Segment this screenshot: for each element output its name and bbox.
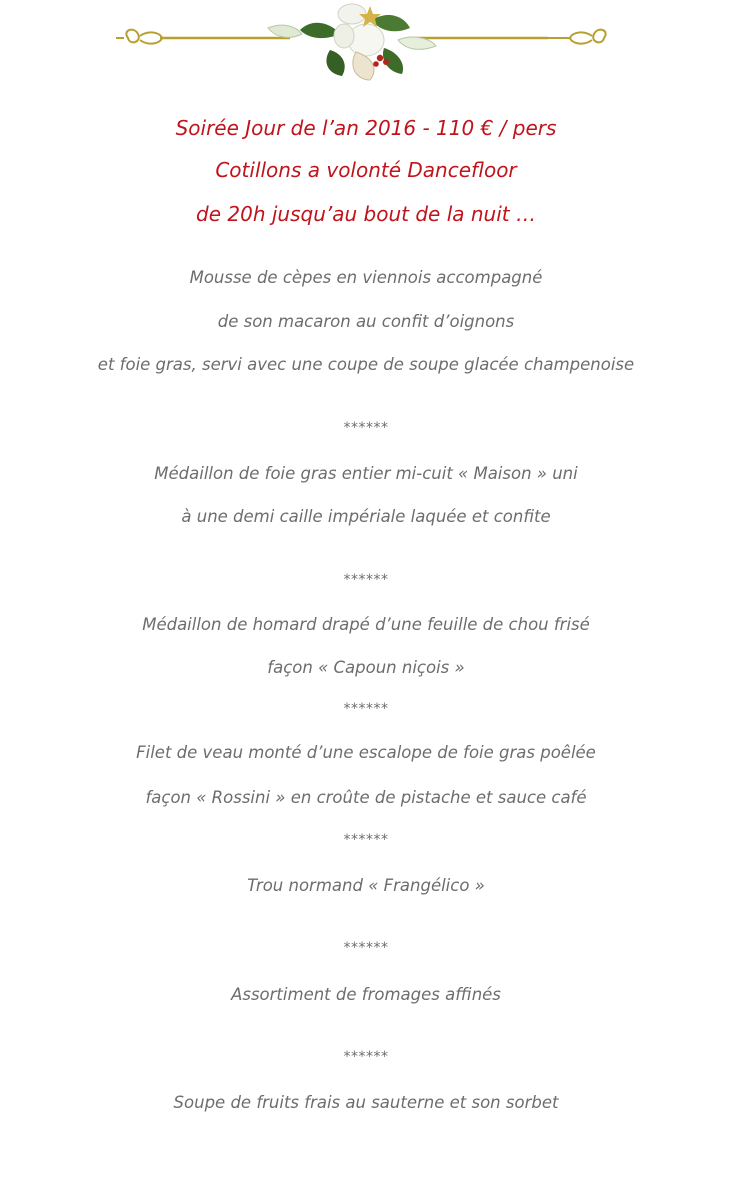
course-lobster-line-1: Médaillon de homard drapé d’une feuille de chou frisé [142,615,590,634]
separator: ****** [343,832,389,848]
course-cheese: Assortiment de fromages affinés [231,985,501,1004]
event-subtitle: Cotillons a volonté Dancefloor [215,158,517,182]
course-starter-line-2: de son macaron au confit d’oignons [217,312,515,331]
right-scroll-ornament [546,30,606,44]
separator: ****** [343,572,389,588]
course-foie-gras-line-1: Médaillon de foie gras entier mi-cuit « Maison » uni [154,464,578,483]
event-title: Soirée Jour de l’an 2016 - 110 € / pers [175,116,557,140]
course-veal-line-1: Filet de veau monté d’une escalope de foie gras poêlée [136,743,596,762]
separator: ****** [343,420,389,436]
separator: ****** [343,940,389,956]
course-trou-normand: Trou normand « Frangélico » [247,876,485,895]
holly-garland-decoration [0,0,732,90]
course-starter-line-1: Mousse de cèpes en viennois accompagné [189,268,543,287]
separator: ****** [343,701,389,717]
left-scroll-ornament [116,30,162,44]
course-foie-gras-line-2: à une demi caille impériale laquée et confite [181,507,551,526]
course-veal-line-2: façon « Rossini » en croûte de pistache et sauce café [145,788,587,807]
course-starter-line-3: et foie gras, servi avec une coupe de soupe glacée champenoise [97,355,635,374]
course-lobster-line-2: façon « Capoun niçois » [267,658,465,677]
event-hours: de 20h jusqu’au bout de la nuit … [196,202,536,226]
separator: ****** [343,1049,389,1065]
course-dessert: Soupe de fruits frais au sauterne et son sorbet [173,1093,559,1112]
